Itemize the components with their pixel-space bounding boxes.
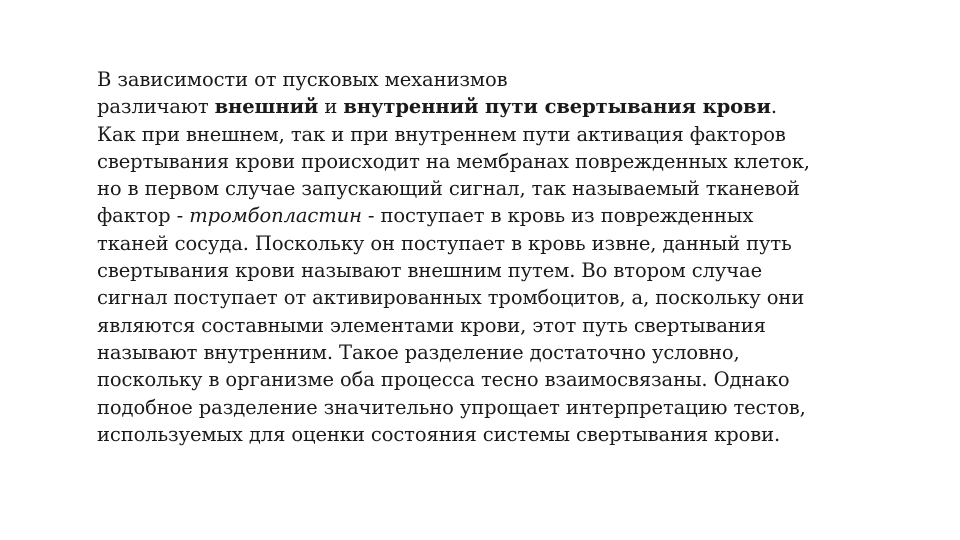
text-line-14: используемых для оценки состояния системы свертывания крови. [97,422,781,446]
text-line-2 [97,93,897,120]
text-line-12: поскольку в организме оба процесса тесно взаимосвязаны. Однако [97,368,790,392]
text-span: различают [97,95,215,119]
text-span: . [770,95,777,119]
text-line-5: но в первом случае запускающий сигнал, так называемый тканевой [97,177,800,201]
text-line-3: Как при внешнем, так и при внутреннем пути активация факторов [97,122,786,146]
text-line-4: свертывания крови происходит на мембранах поврежденных клеток, [97,149,810,173]
text-line-6 [97,202,897,229]
text-line-10: являются составными элементами крови, этот путь свертывания [97,313,766,337]
text-line-1: В зависимости от пусковых механизмов [97,68,508,91]
text-span: и [318,95,344,119]
text-span: фактор - [97,204,190,228]
text-line-11: называют внутренним. Такое разделение достаточно условно, [97,340,740,364]
text-line-13: подобное разделение значительно упрощает интерпретацию тестов, [97,395,806,419]
body-paragraph [97,66,897,448]
text-line-7: тканей сосуда. Поскольку он поступает в кровь извне, данный путь [97,231,792,255]
bold-term-external: внешний [214,95,319,119]
text-span: - поступает в кровь из поврежденных [361,204,754,228]
bold-term-internal: внутренний пути свертывания крови [343,95,771,119]
italic-term-thromboplastin: тромбопластин [189,204,362,228]
text-line-9: сигнал поступает от активированных тромбоцитов, а, поскольку они [97,286,805,310]
text-line-8: свертывания крови называют внешним путем. Во втором случае [97,259,763,283]
